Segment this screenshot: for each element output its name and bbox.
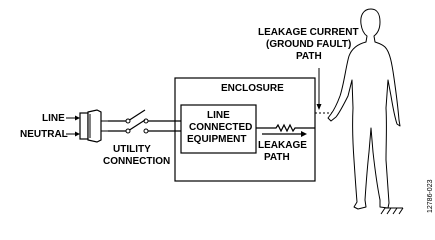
neutral-arrow — [66, 132, 80, 137]
leakage-path-label-2: PATH — [264, 152, 290, 163]
equipment-label-1: LINE — [207, 110, 230, 121]
ground-fault-arrow — [317, 68, 322, 110]
switch-icon — [126, 110, 148, 133]
leakage-path-label-1: LEAKAGE — [258, 140, 307, 151]
ground-symbol-icon — [381, 208, 403, 214]
line-label: LINE — [42, 113, 65, 124]
leakage-current-label-1: LEAKAGE CURRENT — [258, 27, 359, 38]
resistor-icon — [256, 125, 315, 131]
neutral-label: NEUTRAL — [20, 129, 68, 140]
figure-id: 12786-023 — [427, 179, 434, 213]
enclosure-label: ENCLOSURE — [221, 83, 284, 94]
equipment-label-2: CONNECTED — [189, 122, 253, 133]
leakage-path-arrow — [262, 131, 307, 137]
power-plug-icon — [80, 110, 108, 142]
equipment-label-3: EQUIPMENT — [187, 134, 247, 145]
leakage-current-label-3: PATH — [296, 51, 322, 62]
line-arrow — [66, 116, 80, 121]
leakage-current-label-2: (GROUND FAULT) — [266, 39, 352, 50]
utility-label: UTILITY — [113, 144, 151, 155]
connection-label: CONNECTION — [103, 156, 171, 167]
